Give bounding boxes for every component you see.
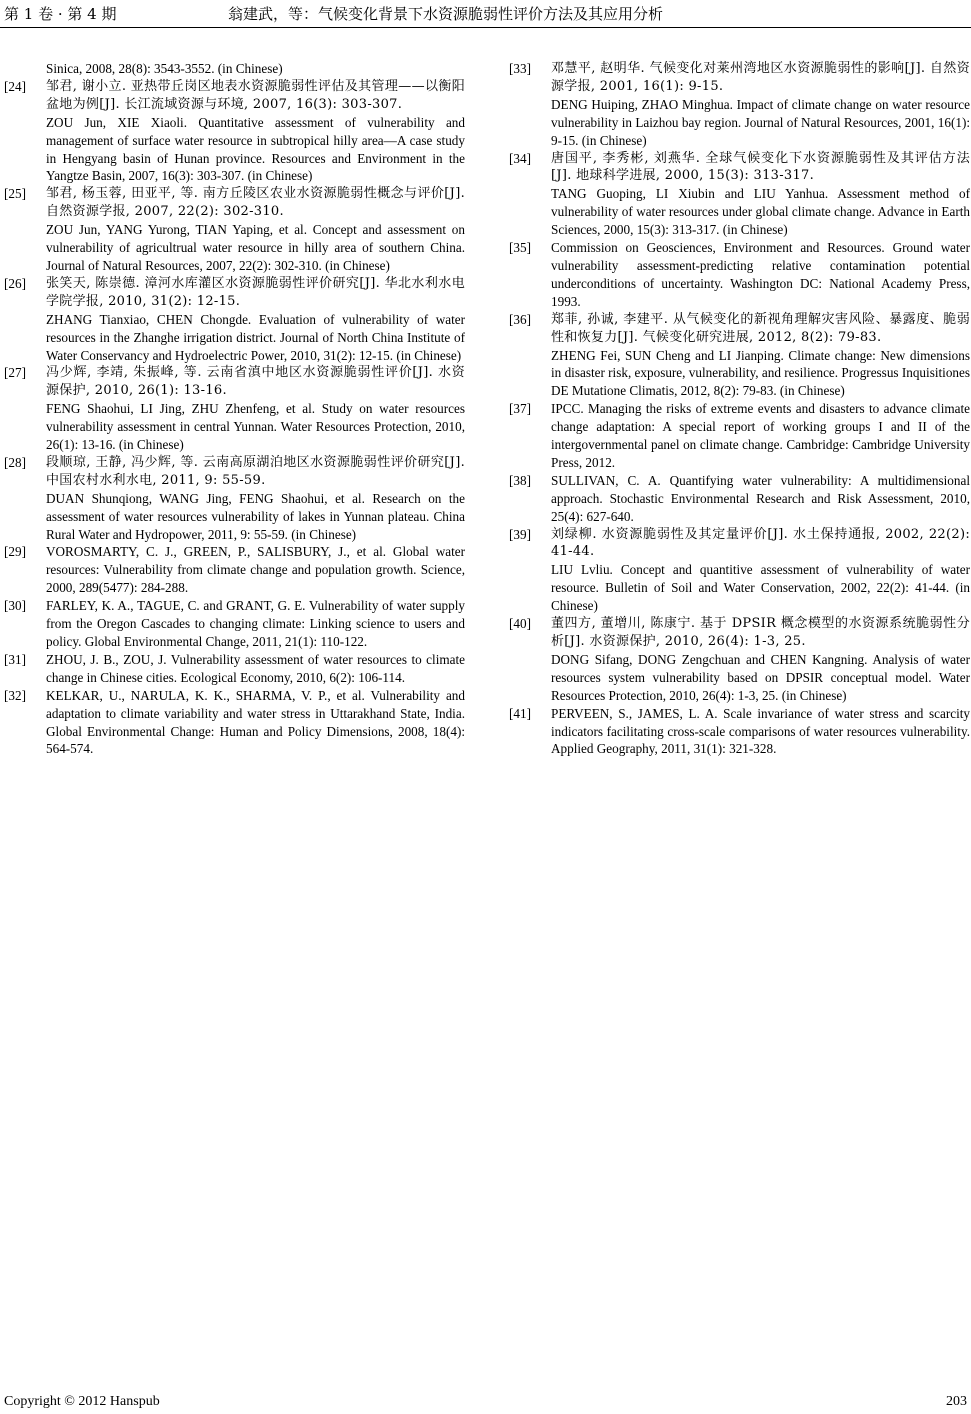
reference-text-zh: 唐国平, 李秀彬, 刘燕华. 全球气候变化下水资源脆弱性及其评估方法[J]. 地球科学进展, 2000, 15(3): 313-317. bbox=[551, 150, 970, 184]
reference-number: [41] bbox=[509, 705, 531, 721]
reference-text-zh: 郑菲, 孙诚, 李建平. 从气候变化的新视角理解灾害风险、暴露度、脆弱性和恢复力[J]. 气候变化研究进展, 2012, 8(2): 79-83. bbox=[551, 311, 970, 345]
reference-text-en: ZOU Jun, YANG Yurong, TIAN Yaping, et al. Concept and assessment on vulnerability of agricultrual water resource in hilly area of southern China. Journal of Natural Resources, 2007, 22(2): 302-310. (in Chinese) bbox=[46, 222, 465, 273]
reference-text-en: LIU Lvliu. Concept and quantitive assessment of vulnerability of water resource. Bulletin of Soil and Water Conservation, 2002, 22(2): 41-44. (in Chinese) bbox=[551, 562, 970, 614]
running-header bbox=[0, 0, 971, 28]
reference-entry bbox=[4, 651, 465, 687]
left-column bbox=[4, 60, 465, 758]
reference-text-en: KELKAR, U., NARULA, K. K., SHARMA, V. P., et al. Vulnerability and adaptation to climate variability and water stress in Uttarakhand State, India. Global Environmental Change: Human and Policy Dimensions, 2008, 18(4): 564-574. bbox=[46, 687, 465, 757]
reference-text-en: ZHANG Tianxiao, CHEN Chongde. Evaluation of vulnerability of water resources in the Zhanghe irrigation district. Journal of North China Institute of Water Conservancy and Hydroelectric Power, 2010, 31(2): 12-15. (in Chinese) bbox=[46, 311, 465, 363]
reference-text-zh: 董四方, 董增川, 陈康宁. 基于 DPSIR 概念模型的水资源系统脆弱性分析[J]. 水资源保护, 2010, 26(4): 1-3, 25. bbox=[551, 616, 970, 649]
reference-text-zh: 邹君, 谢小立. 亚热带丘岗区地表水资源脆弱性评估及其管理——以衡阳盆地为例[J]. 长江流域资源与环境, 2007, 16(3): 303-307. bbox=[46, 78, 465, 112]
reference-text-en: DONG Sifang, DONG Zengchuan and CHEN Kangning. Analysis of water resources system vulnerability based on DPSIR conceptual model. Water Resources Protection, 2010, 26(4): 1-3, 25. (in Chinese) bbox=[551, 651, 970, 703]
reference-entry bbox=[4, 597, 465, 651]
reference-text-en: Commission on Geosciences, Environment and Resources. Ground water vulnerability assessment-predicting relative contamination potential underconditions of uncertainty. Washington DC: National Academy Press, 1993. bbox=[551, 240, 970, 309]
reference-entry bbox=[4, 364, 465, 454]
reference-text-en: DENG Huiping, ZHAO Minghua. Impact of climate change on water resource vulnerability in Laizhou bay region. Journal of Natural Resources, 2001, 16(1): 9-15. (in Chinese) bbox=[551, 96, 970, 148]
reference-text-en: ZHENG Fei, SUN Cheng and LI Jianping. Climate change: New dimensions in disaster risk, exposure, vulnerability, and resilience. Progressus Inquisitiones DE Mutatione Climatis, 2012, 8(2): 79-83. (in Chinese) bbox=[551, 347, 970, 399]
reference-text-zh: 邹君, 杨玉蓉, 田亚平, 等. 南方丘陵区农业水资源脆弱性概念与评价[J]. 自然资源学报, 2007, 22(2): 302-310. bbox=[46, 186, 465, 220]
reference-entry bbox=[509, 150, 970, 240]
reference-number: [33] bbox=[509, 61, 531, 76]
reference-number: [30] bbox=[4, 598, 26, 614]
reference-number: [25] bbox=[4, 186, 26, 202]
reference-text-en: VOROSMARTY, C. J., GREEN, P., SALISBURY, J., et al. Global water resources: Vulnerability from climate change and population growth. Science, 2000, 289(5477): 284-288. bbox=[46, 544, 465, 596]
journal-volume-issue: 第 1 卷 · 第 4 期 bbox=[4, 5, 117, 23]
reference-number: [24] bbox=[4, 78, 26, 94]
reference-text-zh: 刘绿柳. 水资源脆弱性及其定量评价[J]. 水土保持通报, 2002, 22(2): 41-44. bbox=[551, 526, 970, 560]
reference-text-en: SULLIVAN, C. A. Quantifying water vulnerability: A multidimensional approach. Stochastic Environmental Research and Risk Assessment, 2010, 25(4): 627-640. bbox=[551, 472, 970, 524]
reference-text-en: Sinica, 2008, 28(8): 3543-3552. (in Chinese) bbox=[46, 61, 283, 76]
reference-number: [40] bbox=[509, 616, 531, 632]
reference-entry bbox=[509, 705, 970, 759]
reference-number: [39] bbox=[509, 526, 531, 542]
reference-number: [31] bbox=[4, 651, 26, 667]
reference-number: [34] bbox=[509, 150, 531, 166]
reference-text-en: DUAN Shunqiong, WANG Jing, FENG Shaohui, et al. Research on the assessment of water resources vulnerability of lakes in Yunnan plateau. China Rural Water and Hydropower, 2011, 9: 55-59. (in Chinese) bbox=[46, 490, 465, 542]
reference-text-en: ZOU Jun, XIE Xiaoli. Quantitative assessment of vulnerability and management of surface water resource in subtropical hilly area—A case study in Hengyang basin of Hunan province. Resources and Environment in the Yangtze Basin, 2007, 16(3): 303-307. (in Chinese) bbox=[46, 114, 465, 184]
reference-number: [38] bbox=[509, 472, 531, 488]
reference-entry bbox=[509, 615, 970, 705]
reference-entry bbox=[4, 78, 465, 185]
reference-number: [36] bbox=[509, 311, 531, 327]
reference-text-zh: 邓慧平, 赵明华. 气候变化对莱州湾地区水资源脆弱性的影响[J]. 自然资源学报, 2001, 16(1): 9-15. bbox=[551, 61, 970, 94]
right-reference-list bbox=[509, 60, 970, 758]
reference-entry bbox=[509, 472, 970, 526]
reference-number: [29] bbox=[4, 544, 26, 560]
reference-entry bbox=[509, 239, 970, 311]
reference-text-zh: 张笑天, 陈崇德. 漳河水库灌区水资源脆弱性评价研究[J]. 华北水利水电学院学报, 2010, 31(2): 12-15. bbox=[46, 275, 465, 309]
reference-entry bbox=[4, 543, 465, 597]
left-reference-list bbox=[4, 78, 465, 758]
reference-text-en: FARLEY, K. A., TAGUE, C. and GRANT, G. E. Vulnerability of water supply from the Oregon Cascades to changing climate: Linking science to users and policy. Global Environmental Change, 2011, 21(1): 110-122. bbox=[46, 598, 465, 649]
reference-text-en: ZHOU, J. B., ZOU, J. Vulnerability assessment of water resources to climate change in Chinese cities. Ecological Economy, 2010, 6(2): 106-114. bbox=[46, 651, 465, 685]
reference-entry bbox=[509, 400, 970, 472]
reference-entry bbox=[4, 185, 465, 275]
reference-continuation bbox=[4, 60, 465, 78]
reference-text-zh: 段顺琼, 王静, 冯少辉, 等. 云南高原湖泊地区水资源脆弱性评价研究[J]. 中国农村水利水电, 2011, 9: 55-59. bbox=[46, 454, 465, 488]
reference-number: [26] bbox=[4, 275, 26, 291]
reference-number: [28] bbox=[4, 454, 26, 470]
reference-entry bbox=[4, 687, 465, 759]
reference-entry bbox=[4, 454, 465, 544]
reference-entry bbox=[509, 311, 970, 401]
reference-text-en: TANG Guoping, LI Xiubin and LIU Yanhua. Assessment method of vulnerability of water resources under global climate change. Advance in Earth Sciences, 2000, 15(3): 313-317. (in Chinese) bbox=[551, 186, 970, 238]
reference-number: [37] bbox=[509, 401, 531, 417]
reference-entry bbox=[509, 60, 970, 150]
page-number: 203 bbox=[946, 1394, 967, 1409]
reference-entry bbox=[4, 275, 465, 365]
reference-entry bbox=[509, 526, 970, 616]
right-column bbox=[509, 60, 970, 758]
reference-number: [27] bbox=[4, 365, 26, 381]
reference-text-en: IPCC. Managing the risks of extreme events and disasters to advance climate change adaptation: A special report of working groups I and II of the intergovernmental panel on climate change. Cambridge: Cambridge University Press, 2012. bbox=[551, 401, 970, 470]
running-title: 翁建武，等：气候变化背景下水资源脆弱性评价方法及其应用分析 bbox=[228, 5, 664, 23]
reference-text-zh: 冯少辉, 李靖, 朱振峰, 等. 云南省滇中地区水资源脆弱性评价[J]. 水资源保护, 2010, 26(1): 13-16. bbox=[46, 365, 465, 399]
reference-number: [32] bbox=[4, 687, 26, 703]
copyright-notice: Copyright © 2012 Hanspub bbox=[4, 1394, 160, 1409]
reference-text-en: PERVEEN, S., JAMES, L. A. Scale invariance of water stress and scarcity indicators facilitating cross-scale comparisons of water resources vulnerability. Applied Geography, 2011, 31(1): 321-328. bbox=[551, 705, 970, 757]
reference-number: [35] bbox=[509, 240, 531, 256]
reference-text-en: FENG Shaohui, LI Jing, ZHU Zhenfeng, et al. Study on water resources vulnerability assessment in central Yunnan. Water Resources Protection, 2010, 26(1): 13-16. (in Chinese) bbox=[46, 401, 465, 453]
